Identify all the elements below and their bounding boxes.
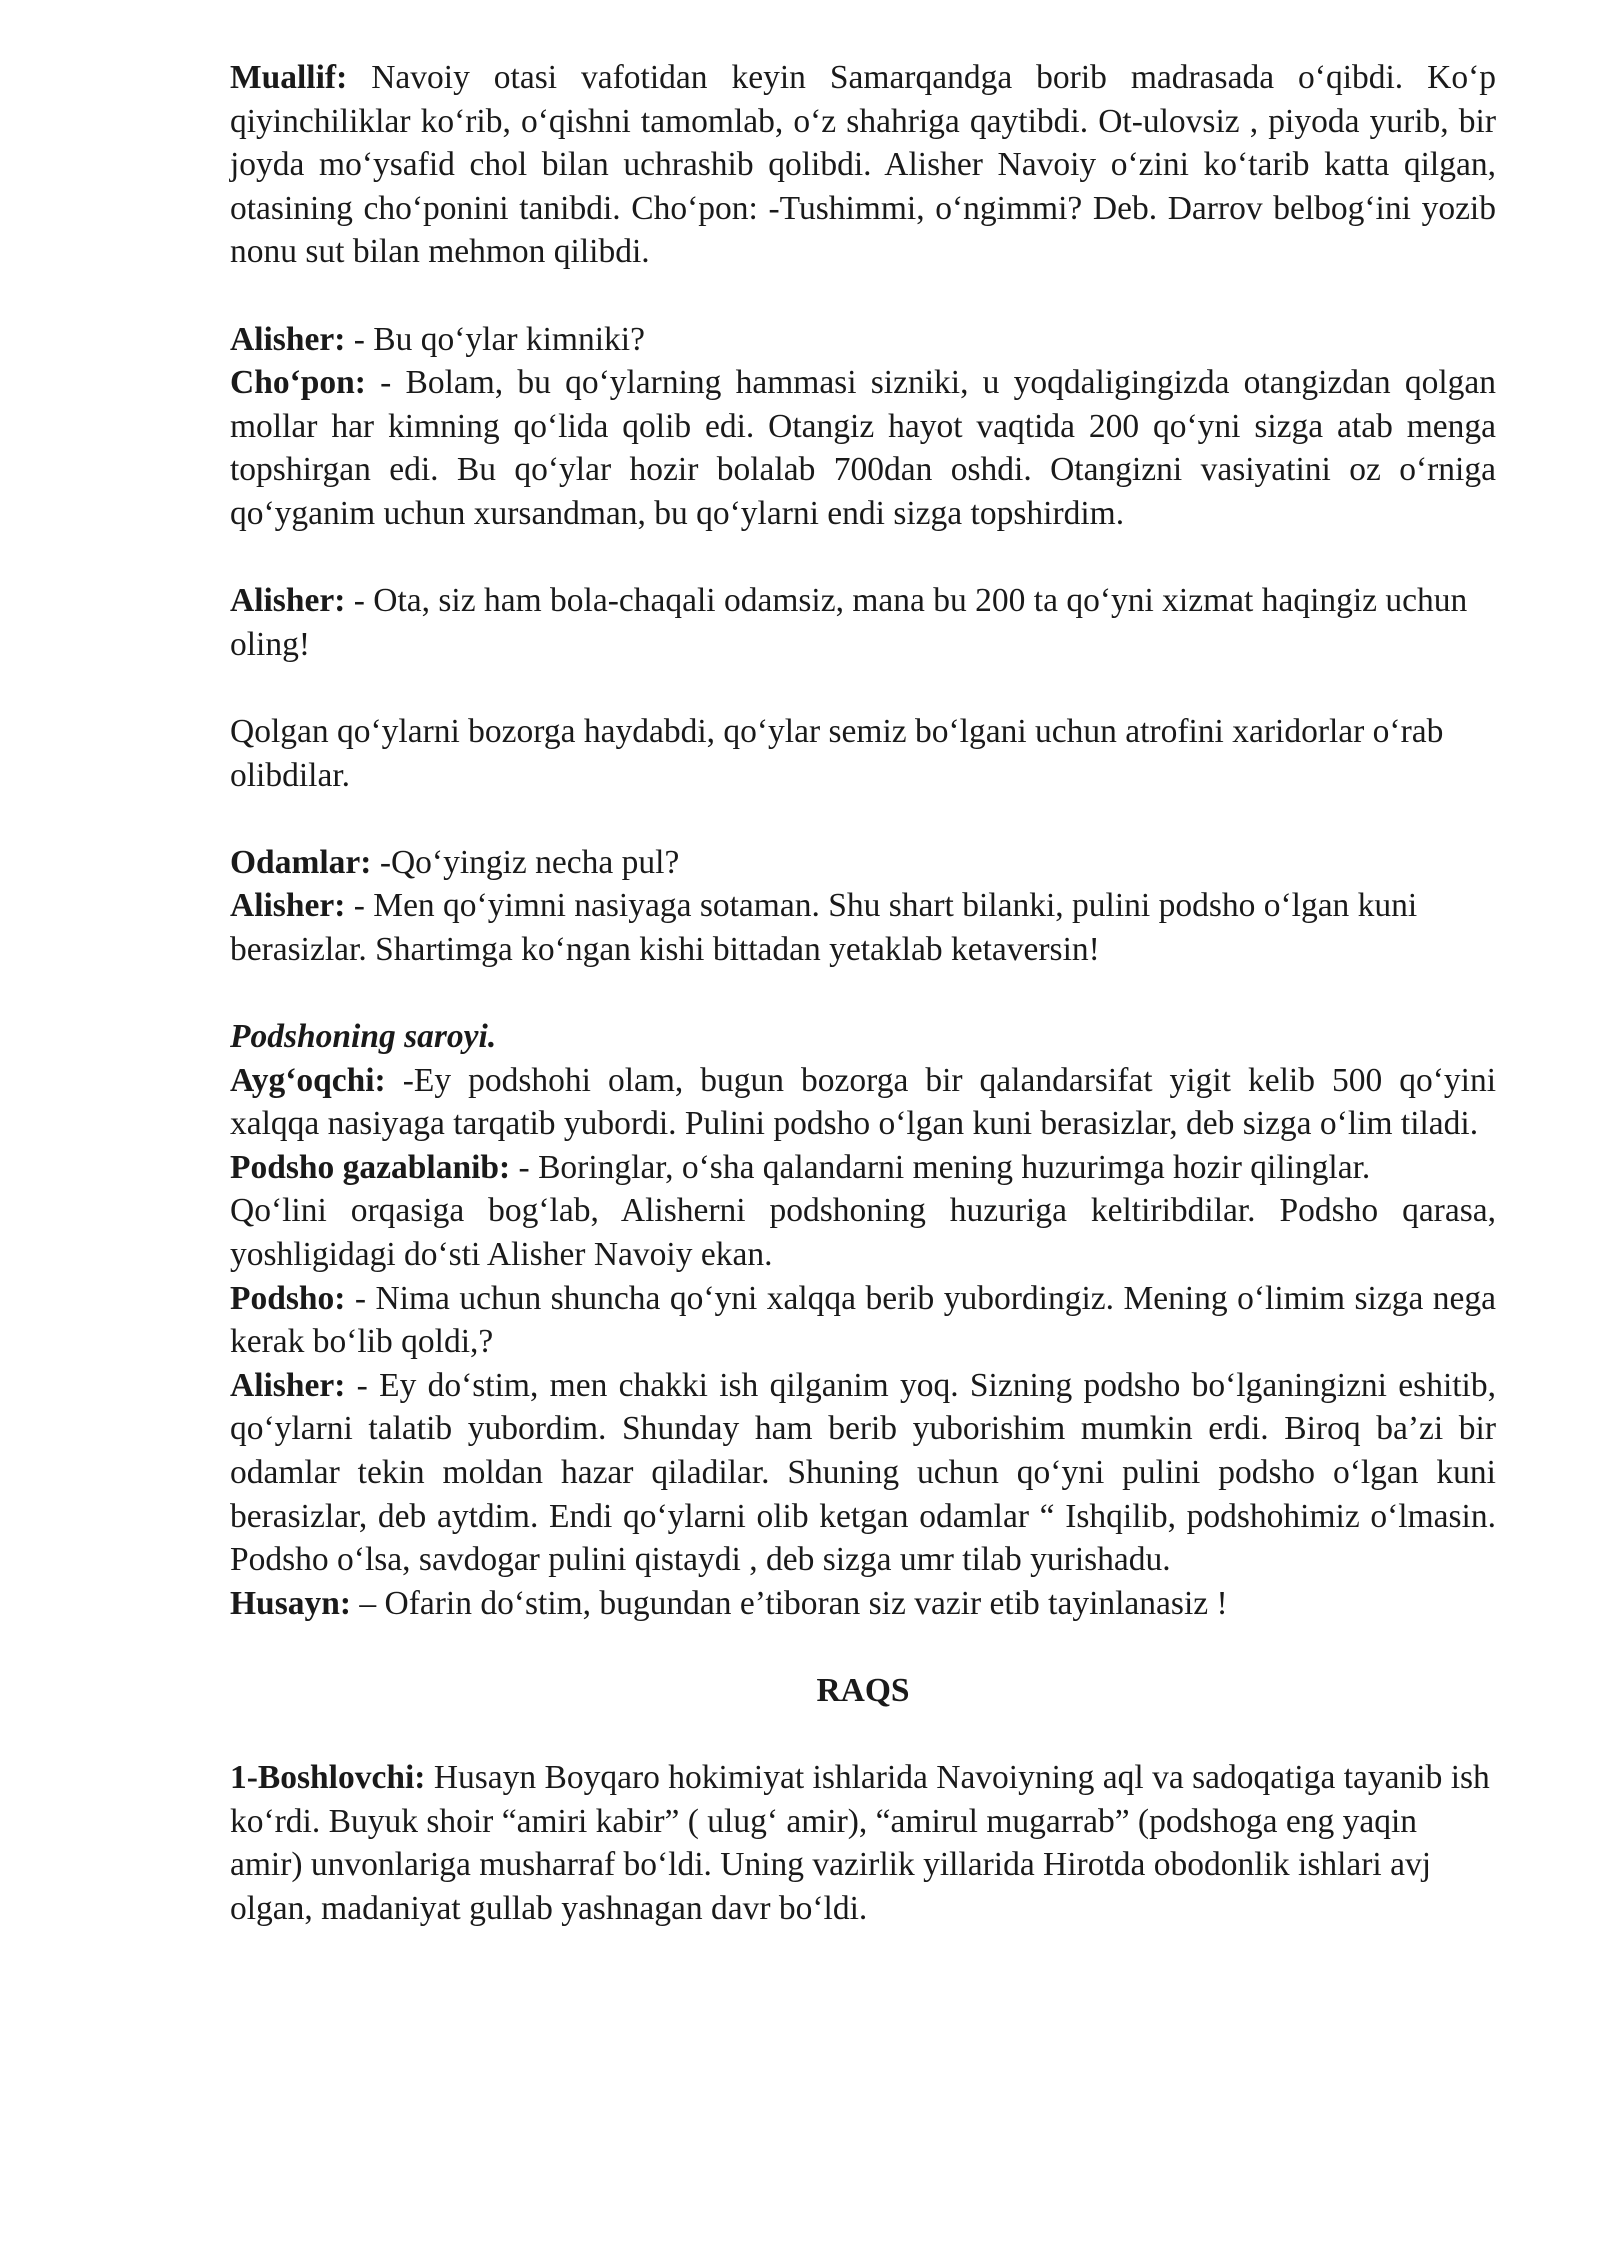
section-heading: RAQS <box>816 1671 910 1709</box>
speaker-label: Ayg‘oqchi: <box>230 1061 386 1099</box>
paragraph-gap <box>230 971 1496 1015</box>
speaker-label: Husayn: <box>230 1584 352 1622</box>
dialogue-paragraph <box>230 579 1496 666</box>
paragraph-text: Husayn Boyqaro hokimiyat ishlarida Navoiyning aql va sadoqatiga tayanib ish ko‘rdi. Buyuk shoir “amiri kabir” ( ulug‘ amir), “amirul mugarrab” (podshoga eng yaqin amir) unvonlariga musharraf bo‘ldi. Uning vazirlik yillarida Hirotda obodonlik ishlari avj olgan, madaniyat gullab yashnagan davr bo‘ldi. <box>230 1759 1490 1927</box>
paragraph-text: Navoiy otasi vafotidan keyin Samarqandga borib madrasada o‘qibdi. Ko‘p qiyinchiliklar ko‘rib, o‘qishni tamomlab, o‘z shahriga qaytibdi. Ot-ulovsiz , piyoda yurib, bir joyda mo‘ysafid chol bilan uchrashib qolibdi. Alisher Navoiy o‘zini ko‘tarib katta qilgan, otasining cho‘ponini tanibdi. Cho‘pon: -Tushimmi, o‘ngimmi? Deb. Darrov belbog‘ini yozib nonu sut bilan mehmon qilibdi. <box>230 59 1496 271</box>
speaker-label: Cho‘pon: <box>230 364 366 402</box>
paragraph-text: - Nima uchun shuncha qo‘yni xalqqa berib yubordingiz. Mening o‘limim sizga nega kerak bo‘lib qoldi,? <box>230 1279 1496 1361</box>
dialogue-paragraph <box>230 841 1496 885</box>
paragraph-text: - Bolam, bu qo‘ylarning hammasi sizniki, u yoqdaligingizda otangizdan qolgan mollar har kimning qo‘lida qolib edi. Otangiz hayot vaqtida 200 qo‘yni sizga atab menga topshirgan edi. Bu qo‘ylar hozir bolalab 700dan oshdi. Otangizni vasiyatini oz o‘rniga qo‘yganim uchun xursandman, bu qo‘ylarni endi sizga topshirdim. <box>230 364 1496 532</box>
dialogue-paragraph <box>230 361 1496 535</box>
dialogue-paragraph <box>230 1582 1496 1626</box>
paragraph-gap <box>230 274 1496 318</box>
paragraph-text: - Boringlar, o‘sha qalandarni mening huzurimga hozir qilinglar. <box>510 1148 1371 1186</box>
dialogue-paragraph <box>230 710 1496 797</box>
dialogue-paragraph <box>230 884 1496 971</box>
paragraph-gap <box>230 1713 1496 1757</box>
paragraph-text: Qo‘lini orqasiga bog‘lab, Alisherni podshoning huzuriga keltiribdilar. Podsho qarasa, yoshligidagi do‘sti Alisher Navoiy ekan. <box>230 1192 1496 1274</box>
speaker-label: Alisher: <box>230 887 346 925</box>
dialogue-paragraph <box>230 1364 1496 1582</box>
speaker-label: Podsho gazablanib: <box>230 1148 511 1186</box>
speaker-label: Alisher: <box>230 582 346 620</box>
paragraph-text: Qolgan qo‘ylarni bozorga haydabdi, qo‘ylar semiz bo‘lgani uchun atrofini xaridorlar o‘rab olibdilar. <box>230 712 1444 794</box>
dialogue-paragraph <box>230 1189 1496 1276</box>
paragraph-gap <box>230 536 1496 580</box>
paragraph-text: - Men qo‘yimni nasiyaga sotaman. Shu shart bilanki, pulini podsho o‘lgan kuni berasizlar. Shartimga ko‘ngan kishi bittadan yetaklab ketaversin! <box>230 887 1418 968</box>
speaker-label: Alisher: <box>230 320 346 358</box>
paragraph-text: - Bu qo‘ylar kimniki? <box>345 320 645 358</box>
dialogue-paragraph <box>230 1059 1496 1146</box>
speaker-label: Odamlar: <box>230 843 372 881</box>
paragraph-text: – Ofarin do‘stim, bugundan e’tiboran siz vazir etib tayinlanasiz ! <box>351 1584 1228 1622</box>
paragraph-gap <box>230 666 1496 710</box>
dialogue-paragraph <box>230 1277 1496 1364</box>
dialogue-paragraph <box>230 318 1496 362</box>
speaker-label: Muallif: <box>230 59 348 96</box>
document-page <box>230 56 1496 1931</box>
paragraph-text: -Qo‘yingiz necha pul? <box>371 843 680 881</box>
speaker-label: Alisher: <box>230 1366 346 1404</box>
paragraph-gap <box>230 1625 1496 1669</box>
paragraph-text: - Ey do‘stim, men chakki ish qilganim yoq. Sizning podsho bo‘lganingizni eshitib, qo‘ylarni talatib yubordim. Shunday ham berib yuborishim mumkin erdi. Biroq ba’zi bir odamlar tekin moldan hazar qiladilar. Shuning uchun qo‘yni pulini podsho o‘lgan kuni berasizlar, deb aytdim. Endi qo‘ylarni olib ketgan odamlar “ Ishqilib, podshohimiz o‘lmasin. Podsho o‘lsa, savdogar pulini qistaydi , deb sizga umr tilab yurishadu. <box>230 1366 1496 1579</box>
paragraph-text: -Ey podshohi olam, bugun bozorga bir qalandarsifat yigit kelib 500 qo‘yini xalqqa nasiyaga tarqatib yubordi. Pulini podsho o‘lgan kuni berasizlar, deb sizga o‘lim tiladi. <box>230 1061 1496 1143</box>
scene-title: Podshoning saroyi. <box>230 1018 497 1056</box>
dialogue-paragraph <box>230 1146 1496 1190</box>
dialogue-paragraph <box>230 56 1496 274</box>
paragraph-gap <box>230 797 1496 841</box>
speaker-label: 1-Boshlovchi: <box>230 1759 426 1797</box>
speaker-label: Podsho: <box>230 1279 346 1317</box>
dialogue-paragraph <box>230 1756 1496 1930</box>
paragraph-text: - Ota, siz ham bola-chaqali odamsiz, mana bu 200 ta qo‘yni xizmat haqingiz uchun oling! <box>230 582 1468 663</box>
